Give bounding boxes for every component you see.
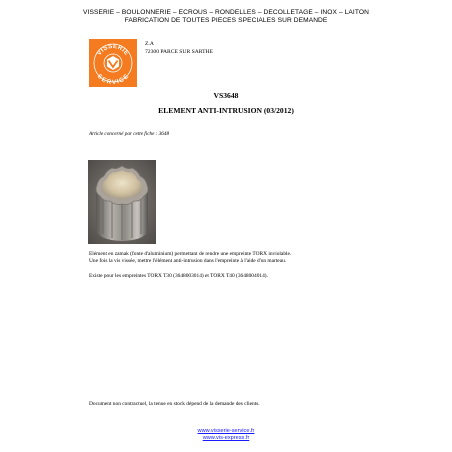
product-photo	[88, 160, 156, 244]
disclaimer: Document non contractuel, la tenue en stock dépend de la demande des clients.	[89, 401, 260, 407]
logo-text-top: VISSERIE	[95, 42, 131, 57]
address-line-1: Z.A	[145, 41, 154, 47]
header-line-1: VISSERIE – BOULONNERIE – ECROUS – RONDELLES – DECOLLETAGE – INOX – LAITON	[83, 9, 369, 16]
product-reference: VS3648	[213, 91, 239, 100]
website-link-vis-express[interactable]: www.vis-express.fr	[202, 435, 250, 441]
visserie-service-logo	[89, 39, 137, 87]
company-header	[0, 9, 452, 25]
torx-variants: Existe pour les empreintes TORX T30 (3648003014) et TORX T40 (3648004014).	[89, 273, 268, 279]
footer-links	[0, 428, 452, 442]
header-line-2: FABRICATION DE TOUTES PIECES SPECIALES SUR DEMANDE	[124, 17, 328, 24]
logo-text-bottom: SERVICE	[95, 72, 131, 87]
company-address	[145, 41, 213, 56]
product-description	[89, 251, 389, 265]
address-line-2: 72300 PARCE SUR SARTHE	[145, 48, 213, 55]
article-note: Article concerné par cette fiche : 3648	[89, 131, 170, 137]
product-title: ELEMENT ANTI-INTRUSION (03/2012)	[158, 106, 294, 115]
website-link-visserie-service[interactable]: www.visserie-service.fr	[197, 428, 255, 434]
description-line-1: Elément en zamak (fonte d'aluminium) permettant de rendre une empreinte TORX inviolable.	[89, 251, 292, 257]
description-line-2: Une fois la vis vissée, mettre l'élément anti-intrusion dans l'empreinte à l'aide d'un marteau.	[89, 258, 287, 265]
